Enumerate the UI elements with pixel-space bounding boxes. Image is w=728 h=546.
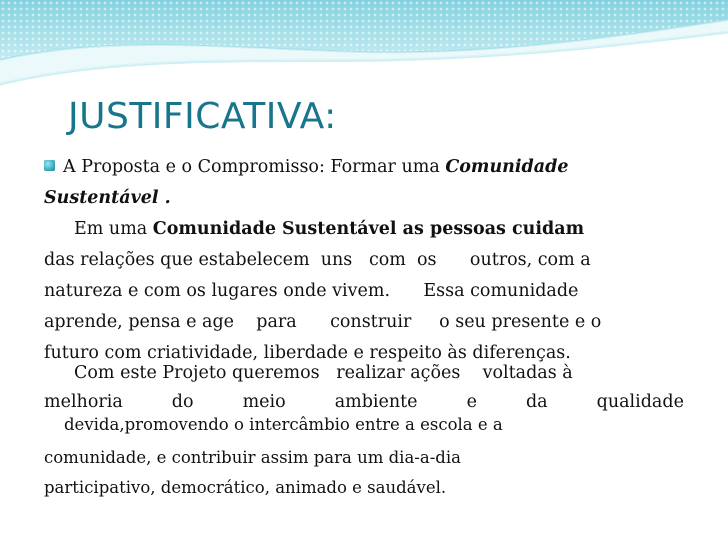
p2-word: do [171, 392, 194, 412]
p1-line-1 [44, 214, 684, 245]
bullet-line-1 [44, 152, 684, 183]
header-wave-decoration [0, 0, 728, 100]
bullet-paragraph [44, 152, 684, 214]
p2-word: meio [242, 392, 286, 412]
paragraph-community [44, 214, 684, 369]
p1-line-5: futuro com criatividade, liberdade e respeito às diferenças. [44, 343, 571, 363]
p1-lead: Em uma [74, 219, 153, 239]
p2-line-1: Com este Projeto queremos realizar ações voltadas à [74, 363, 573, 383]
p2-word: ambiente [334, 392, 418, 412]
bullet-emphasis: Comunidade [445, 157, 569, 177]
p1-bold: Comunidade Sustentável as pessoas cuidam [152, 219, 585, 239]
slide-title: JUSTIFICATIVA: [68, 96, 337, 137]
p2-line-3: devida,promovendo o intercâmbio entre a escola e a [64, 415, 503, 434]
p1-line-2: das relações que estabelecem uns com os outros, com a [44, 250, 591, 270]
p2-word: melhoria [44, 392, 123, 412]
p2-word: da [525, 392, 548, 412]
p2-line-4: comunidade, e contribuir assim para um dia-a-dia [44, 448, 461, 467]
p2-line-5: participativo, democrático, animado e saudável. [44, 478, 447, 497]
bullet-text: A Proposta e o Compromisso: Formar uma [63, 157, 446, 177]
bullet-emphasis-continued: Sustentável . [44, 188, 171, 208]
p1-line-3: natureza e com os lugares onde vivem. Essa comunidade [44, 281, 579, 301]
p2-word: e [466, 392, 477, 412]
paragraph-project [44, 358, 684, 503]
p1-line-4: aprende, pensa e age para construir o seu presente e o [44, 312, 602, 332]
p2-word: qualidade [596, 392, 684, 412]
bullet-icon [44, 160, 55, 171]
p2-line-2 [44, 389, 684, 415]
